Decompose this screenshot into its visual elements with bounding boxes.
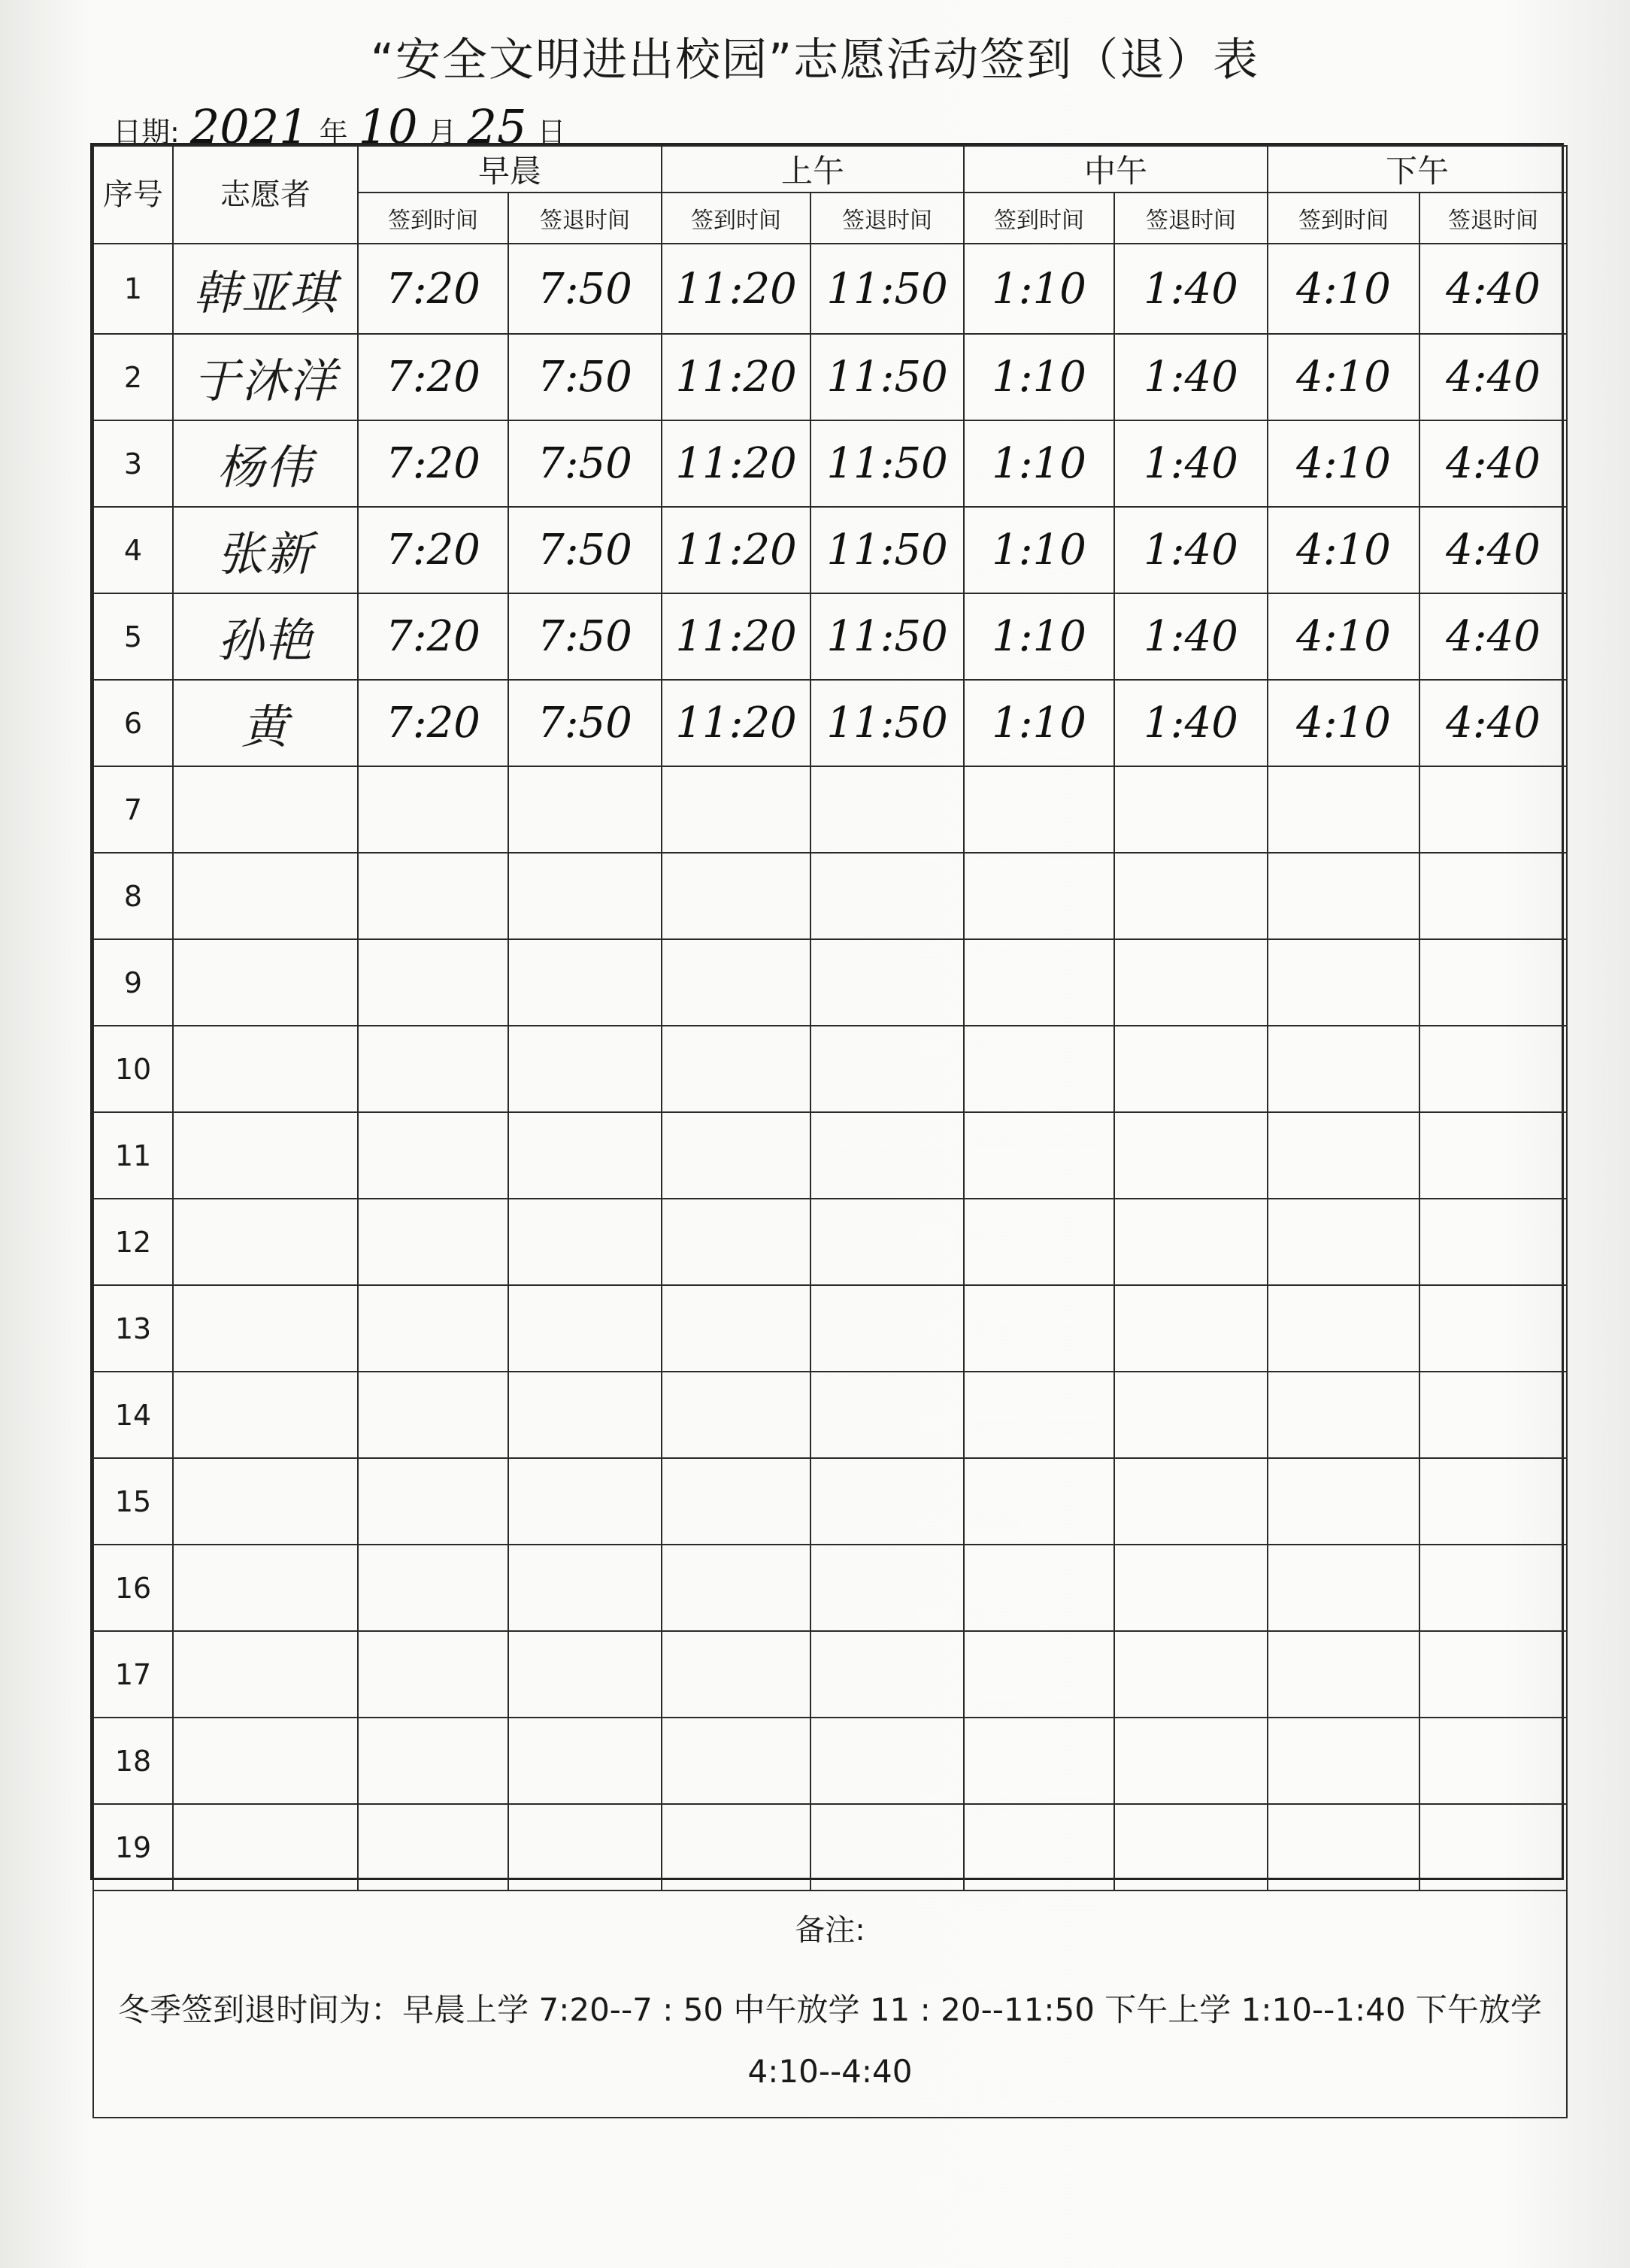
sign-out-time <box>1114 1545 1268 1631</box>
sign-out-time: 4:40 <box>1419 334 1567 420</box>
sign-out-time <box>1114 1372 1268 1458</box>
notes-label: 备注: <box>795 1912 865 1948</box>
sign-out-time <box>508 1718 662 1804</box>
sign-in-time: 7:20 <box>358 507 508 593</box>
sign-out-time <box>1419 1112 1567 1199</box>
sign-in-time <box>662 1112 810 1199</box>
volunteer-signature <box>173 1112 358 1199</box>
sign-in-time: 7:20 <box>358 420 508 507</box>
sign-in-time <box>358 1372 508 1458</box>
sign-in-time <box>358 939 508 1026</box>
table-row <box>93 680 1567 766</box>
sign-in-time <box>1268 939 1419 1026</box>
sign-in-time <box>358 1718 508 1804</box>
table-row <box>93 420 1567 507</box>
row-seq: 12 <box>93 1199 173 1285</box>
sign-in-time: 1:10 <box>964 244 1114 334</box>
notes-section <box>93 1891 1567 2118</box>
sign-in-time: 1:10 <box>964 680 1114 766</box>
header-volunteer: 志愿者 <box>173 146 358 244</box>
volunteer-signature: 孙艳 <box>173 593 358 680</box>
sign-out-time: 7:50 <box>508 244 662 334</box>
sign-in-time: 4:10 <box>1268 244 1419 334</box>
sign-in-time <box>662 1458 810 1545</box>
sign-in-time <box>964 1458 1114 1545</box>
sign-in-time <box>964 1026 1114 1112</box>
sign-in-time <box>358 1285 508 1372</box>
volunteer-signature <box>173 1285 358 1372</box>
sign-out-time: 4:40 <box>1419 680 1567 766</box>
sign-in-time <box>1268 1372 1419 1458</box>
sign-out-time <box>1114 1631 1268 1718</box>
sign-in-time <box>964 1285 1114 1372</box>
sign-in-time <box>1268 766 1419 853</box>
row-seq: 14 <box>93 1372 173 1458</box>
sign-in-time <box>358 1026 508 1112</box>
row-seq: 13 <box>93 1285 173 1372</box>
row-seq: 19 <box>93 1804 173 1891</box>
sign-in-time: 4:10 <box>1268 507 1419 593</box>
table-row <box>93 334 1567 420</box>
date-line <box>113 90 566 154</box>
row-seq: 1 <box>93 244 173 334</box>
table-row <box>93 244 1567 334</box>
sign-out-time: 1:40 <box>1114 420 1268 507</box>
row-seq: 17 <box>93 1631 173 1718</box>
volunteer-signature <box>173 1545 358 1631</box>
sign-out-time: 11:50 <box>810 244 964 334</box>
sign-out-time: 11:50 <box>810 420 964 507</box>
sign-out-time: 11:50 <box>810 680 964 766</box>
header-sign-in: 签到时间 <box>964 193 1114 244</box>
sign-in-time <box>662 1372 810 1458</box>
volunteer-signature: 于沐洋 <box>173 334 358 420</box>
sign-out-time <box>1419 766 1567 853</box>
volunteer-signature <box>173 1199 358 1285</box>
sign-out-time <box>508 1631 662 1718</box>
table-row <box>93 1199 1567 1285</box>
sign-out-time <box>810 1804 964 1891</box>
sign-out-time <box>508 1112 662 1199</box>
sign-out-time <box>1114 1804 1268 1891</box>
form-title: “安全文明进出校园”志愿活动签到（退）表 <box>370 34 1260 86</box>
sign-in-time <box>358 1545 508 1631</box>
sign-out-time <box>810 1631 964 1718</box>
volunteer-signature: 黄 <box>173 680 358 766</box>
sign-in-time <box>662 853 810 939</box>
sign-in-time <box>1268 1199 1419 1285</box>
row-seq: 10 <box>93 1026 173 1112</box>
sign-in-time: 11:20 <box>662 680 810 766</box>
sign-out-time <box>810 1199 964 1285</box>
sign-out-time <box>1114 1458 1268 1545</box>
sign-in-time <box>1268 1112 1419 1199</box>
sign-in-time <box>662 1285 810 1372</box>
table-row <box>93 1545 1567 1631</box>
sign-out-time <box>810 1718 964 1804</box>
sign-in-time <box>1268 1545 1419 1631</box>
sign-out-time <box>508 853 662 939</box>
sign-out-time: 1:40 <box>1114 334 1268 420</box>
sign-out-time <box>1419 1285 1567 1372</box>
sign-in-time <box>964 1372 1114 1458</box>
sign-out-time <box>810 1112 964 1199</box>
sign-out-time <box>1114 1285 1268 1372</box>
table-row <box>93 1718 1567 1804</box>
date-month-unit: 月 <box>428 116 457 149</box>
volunteer-signature: 张新 <box>173 507 358 593</box>
table-row <box>93 1458 1567 1545</box>
sign-out-time <box>1419 939 1567 1026</box>
volunteer-signature <box>173 1804 358 1891</box>
sign-in-time <box>1268 1718 1419 1804</box>
sign-out-time <box>1419 1545 1567 1631</box>
sign-in-time <box>358 853 508 939</box>
table-row <box>93 1372 1567 1458</box>
volunteer-signature <box>173 766 358 853</box>
volunteer-signature <box>173 853 358 939</box>
sign-out-time <box>1419 1199 1567 1285</box>
sign-out-time <box>508 939 662 1026</box>
sign-in-time <box>662 766 810 853</box>
sign-in-time: 7:20 <box>358 244 508 334</box>
sign-in-time: 11:20 <box>662 593 810 680</box>
sign-in-time <box>1268 1804 1419 1891</box>
row-seq: 11 <box>93 1112 173 1199</box>
sign-in-time <box>1268 1026 1419 1112</box>
header-sign-out: 签退时间 <box>508 193 662 244</box>
sign-out-time: 1:40 <box>1114 507 1268 593</box>
sign-out-time <box>508 1458 662 1545</box>
header-sign-in: 签到时间 <box>1268 193 1419 244</box>
volunteer-signature: 韩亚琪 <box>173 244 358 334</box>
date-day: 25 <box>467 99 527 154</box>
row-seq: 16 <box>93 1545 173 1631</box>
sign-in-time: 11:20 <box>662 420 810 507</box>
row-seq: 4 <box>93 507 173 593</box>
sign-out-time: 7:50 <box>508 593 662 680</box>
sign-in-time: 1:10 <box>964 593 1114 680</box>
sign-out-time <box>1419 1026 1567 1112</box>
sign-out-time <box>1419 1631 1567 1718</box>
sign-out-time <box>1114 1112 1268 1199</box>
sign-in-time <box>1268 1458 1419 1545</box>
sign-in-time <box>964 1199 1114 1285</box>
sign-out-time <box>1419 1718 1567 1804</box>
row-seq: 7 <box>93 766 173 853</box>
sign-out-time <box>810 939 964 1026</box>
sign-out-time <box>1114 766 1268 853</box>
sign-in-time: 1:10 <box>964 420 1114 507</box>
row-seq: 18 <box>93 1718 173 1804</box>
sign-out-time <box>810 853 964 939</box>
sign-in-time: 1:10 <box>964 507 1114 593</box>
notes-text: 冬季签到退时间为：早晨上学 7:20--7 : 50 中午放学 11 : 20--11:50 下午上学 1:10--1:40 下午放学 4:10--4:40 <box>118 1991 1542 2090</box>
row-seq: 9 <box>93 939 173 1026</box>
sign-out-time: 1:40 <box>1114 593 1268 680</box>
sign-in-time <box>964 1545 1114 1631</box>
table-row <box>93 1285 1567 1372</box>
sign-in-time <box>662 1718 810 1804</box>
sign-in-time: 4:10 <box>1268 593 1419 680</box>
sign-table <box>92 145 1568 2118</box>
sign-in-time <box>662 939 810 1026</box>
header-sign-out: 签退时间 <box>1114 193 1268 244</box>
sign-out-time: 7:50 <box>508 420 662 507</box>
sign-out-time: 11:50 <box>810 507 964 593</box>
sign-out-time <box>810 1545 964 1631</box>
sign-in-time <box>964 1112 1114 1199</box>
header-sign-in: 签到时间 <box>662 193 810 244</box>
table-row <box>93 1112 1567 1199</box>
sign-in-time <box>358 1458 508 1545</box>
sign-in-time <box>358 1112 508 1199</box>
sign-out-time <box>1419 1804 1567 1891</box>
sign-out-time <box>1114 939 1268 1026</box>
date-year-unit: 年 <box>319 116 348 149</box>
sign-out-time: 11:50 <box>810 593 964 680</box>
sign-out-time <box>508 1026 662 1112</box>
sign-in-time <box>662 1199 810 1285</box>
sign-table-frame <box>90 143 1564 2090</box>
sign-out-time: 7:50 <box>508 334 662 420</box>
sign-in-time: 1:10 <box>964 334 1114 420</box>
date-year: 2021 <box>189 99 309 154</box>
sign-in-time <box>964 1718 1114 1804</box>
volunteer-signature <box>173 1718 358 1804</box>
sign-out-time <box>810 1372 964 1458</box>
row-seq: 3 <box>93 420 173 507</box>
table-row <box>93 593 1567 680</box>
sign-table-body <box>93 244 1567 1891</box>
sign-in-time <box>662 1804 810 1891</box>
sign-out-time <box>508 1372 662 1458</box>
header-period-morning: 早晨 <box>358 146 662 193</box>
sign-in-time <box>662 1631 810 1718</box>
header-period-afternoon: 下午 <box>1268 146 1567 193</box>
table-row <box>93 507 1567 593</box>
sign-out-time: 1:40 <box>1114 680 1268 766</box>
volunteer-signature <box>173 1631 358 1718</box>
sign-out-time <box>1419 1372 1567 1458</box>
sign-in-time: 7:20 <box>358 680 508 766</box>
table-row <box>93 1804 1567 1891</box>
sign-out-time: 4:40 <box>1419 507 1567 593</box>
sign-out-time <box>810 766 964 853</box>
sign-out-time: 4:40 <box>1419 420 1567 507</box>
sign-in-time <box>964 766 1114 853</box>
sign-in-time: 7:20 <box>358 593 508 680</box>
sign-out-time: 11:50 <box>810 334 964 420</box>
table-row <box>93 1631 1567 1718</box>
header-period-noon: 中午 <box>964 146 1268 193</box>
sign-in-time: 7:20 <box>358 334 508 420</box>
sign-out-time <box>508 766 662 853</box>
sign-out-time <box>1114 1026 1268 1112</box>
sign-in-time: 11:20 <box>662 507 810 593</box>
row-seq: 8 <box>93 853 173 939</box>
sign-in-time <box>662 1026 810 1112</box>
sign-out-time: 4:40 <box>1419 244 1567 334</box>
sign-in-time <box>358 766 508 853</box>
volunteer-signature <box>173 1026 358 1112</box>
header-seq: 序号 <box>93 146 173 244</box>
volunteer-signature <box>173 1458 358 1545</box>
date-label: 日期: <box>113 116 180 149</box>
header-sign-out: 签退时间 <box>810 193 964 244</box>
sign-out-time <box>508 1804 662 1891</box>
sign-out-time <box>1114 1199 1268 1285</box>
sign-in-time <box>358 1631 508 1718</box>
sign-out-time: 7:50 <box>508 507 662 593</box>
sign-out-time <box>508 1285 662 1372</box>
sign-out-time <box>810 1026 964 1112</box>
sign-in-time <box>1268 853 1419 939</box>
sign-in-time <box>662 1545 810 1631</box>
date-day-unit: 日 <box>537 116 566 149</box>
sign-in-time <box>1268 1285 1419 1372</box>
row-seq: 6 <box>93 680 173 766</box>
sign-out-time <box>810 1285 964 1372</box>
row-seq: 15 <box>93 1458 173 1545</box>
sign-in-time <box>964 1804 1114 1891</box>
volunteer-signature: 杨伟 <box>173 420 358 507</box>
header-sign-out: 签退时间 <box>1419 193 1567 244</box>
header-period-forenoon: 上午 <box>662 146 964 193</box>
table-row <box>93 939 1567 1026</box>
sign-in-time: 4:10 <box>1268 420 1419 507</box>
sign-out-time <box>1114 853 1268 939</box>
sign-in-time: 4:10 <box>1268 334 1419 420</box>
header-sign-in: 签到时间 <box>358 193 508 244</box>
table-row <box>93 766 1567 853</box>
sign-out-time: 4:40 <box>1419 593 1567 680</box>
sign-in-time <box>964 939 1114 1026</box>
row-seq: 2 <box>93 334 173 420</box>
sign-in-time: 4:10 <box>1268 680 1419 766</box>
sign-in-time <box>1268 1631 1419 1718</box>
date-month: 10 <box>358 99 418 154</box>
sign-in-time <box>964 1631 1114 1718</box>
sign-out-time <box>1419 1458 1567 1545</box>
sign-out-time <box>508 1545 662 1631</box>
sign-out-time <box>1419 853 1567 939</box>
sign-out-time <box>1114 1718 1268 1804</box>
volunteer-signature <box>173 939 358 1026</box>
sign-out-time: 7:50 <box>508 680 662 766</box>
volunteer-signature <box>173 1372 358 1458</box>
table-row <box>93 1026 1567 1112</box>
sign-in-time: 11:20 <box>662 244 810 334</box>
row-seq: 5 <box>93 593 173 680</box>
sign-in-time <box>358 1804 508 1891</box>
sign-in-time <box>964 853 1114 939</box>
sign-out-time <box>810 1458 964 1545</box>
sign-in-time: 11:20 <box>662 334 810 420</box>
sign-in-time <box>358 1199 508 1285</box>
sign-out-time: 1:40 <box>1114 244 1268 334</box>
table-row <box>93 853 1567 939</box>
sign-out-time <box>508 1199 662 1285</box>
